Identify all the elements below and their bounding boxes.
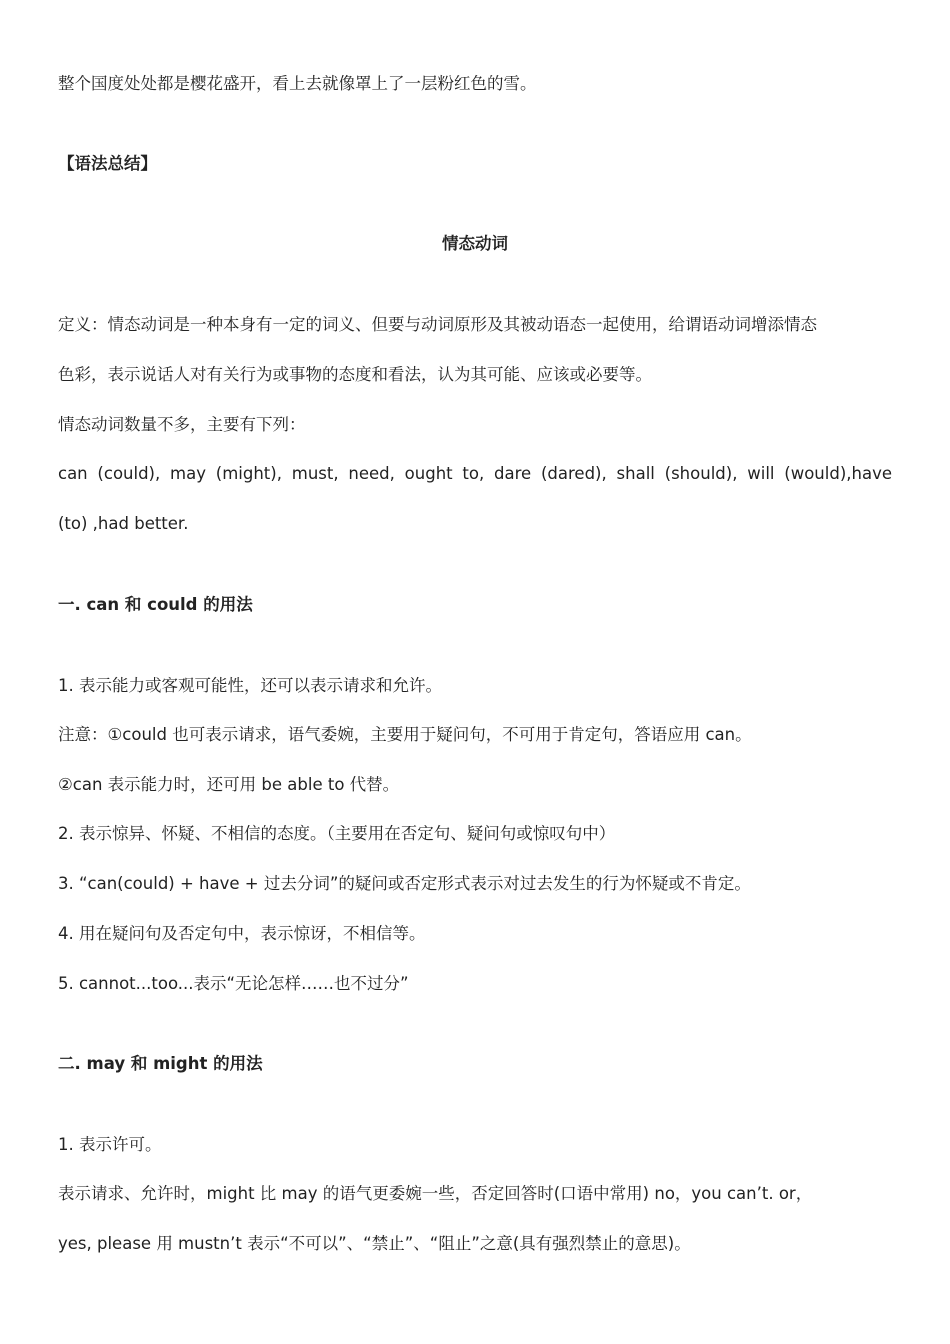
verb-list-line-1: can (could), may (might), must, need, ought to, dare (dared), shall (should), will (would),have — [58, 464, 892, 483]
section1-item: 4. 用在疑问句及否定句中，表示惊讶，不相信等。 — [58, 924, 426, 943]
list-intro: 情态动词数量不多，主要有下列： — [58, 415, 306, 434]
definition-line-2: 色彩，表示说话人对有关行为或事物的态度和看法，认为其可能、应该或必要等。 — [58, 365, 652, 384]
section-heading: 【语法总结】 — [58, 154, 157, 173]
intro-line: 整个国度处处都是樱花盛开，看上去就像罩上了一层粉红色的雪。 — [58, 74, 537, 93]
definition-line-1: 定义：情态动词是一种本身有一定的词义、但要与动词原形及其被动语态一起使用，给谓语动词增添情态 — [58, 315, 817, 334]
section1-item: ②can 表示能力时，还可用 be able to 代替。 — [58, 775, 400, 794]
section1-item: 1. 表示能力或客观可能性，还可以表示请求和允许。 — [58, 676, 442, 695]
section1-item: 2. 表示惊异、怀疑、不相信的态度。（主要用在否定句、疑问句或惊叹句中） — [58, 824, 616, 843]
section2-item: 1. 表示许可。 — [58, 1135, 162, 1154]
section2-item: yes, please 用 mustn’t 表示“不可以”、“禁止”、“阻止”之意(具有强烈禁止的意思)。 — [58, 1234, 691, 1253]
section2-item: 表示请求、允许时，might 比 may 的语气更委婉一些，否定回答时(口语中常用) no，you can’t. or， — [58, 1184, 813, 1203]
section1-item: 3. “can(could) + have + 过去分词”的疑问或否定形式表示对过去发生的行为怀疑或不肯定。 — [58, 874, 751, 893]
section2-heading: 二. may 和 might 的用法 — [58, 1054, 263, 1073]
section1-item: 5. cannot...too...表示“无论怎样……也不过分” — [58, 974, 409, 993]
section1-item: 注意：①could 也可表示请求，语气委婉，主要用于疑问句，不可用于肯定句，答语应用 can。 — [58, 725, 752, 744]
page-title: 情态动词 — [442, 234, 508, 253]
section1-heading: 一. can 和 could 的用法 — [58, 595, 253, 614]
verb-list-line-2: (to) ,had better. — [58, 514, 189, 533]
